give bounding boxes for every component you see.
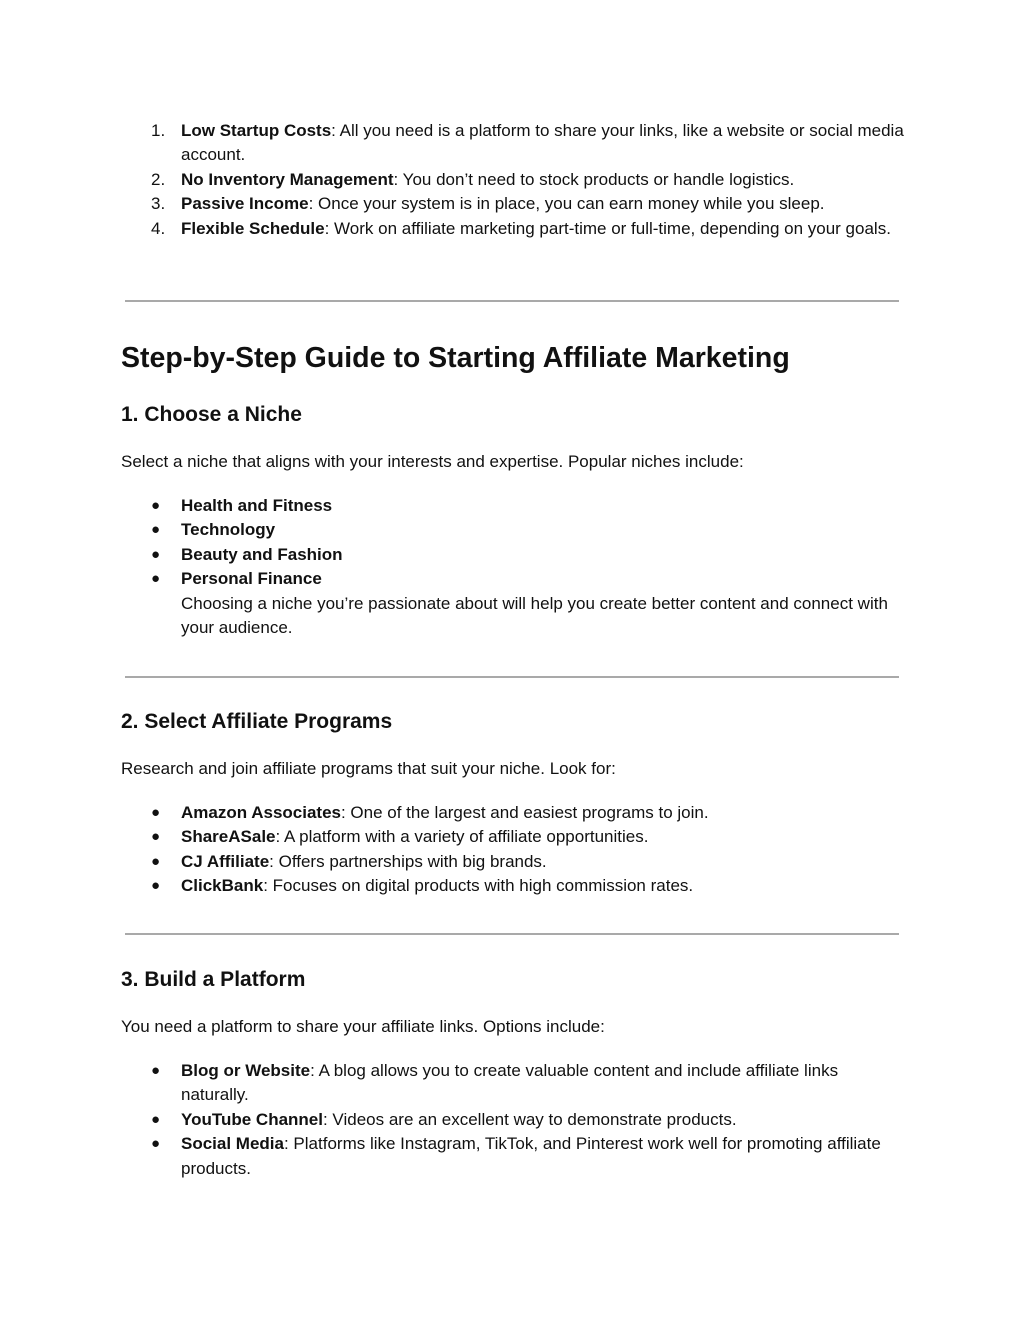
- bullet-icon: ●: [151, 521, 161, 539]
- bullet-icon: ●: [151, 828, 161, 846]
- bullet-icon: ●: [151, 804, 161, 821]
- item-title: Blog or Website: [181, 1061, 311, 1080]
- bullet-icon: ●: [151, 1062, 161, 1079]
- horizontal-divider: [125, 933, 899, 935]
- platform-list: [0, 1059, 1024, 1181]
- bullet-icon: ●: [151, 1110, 161, 1128]
- item-text: : A blog allows you to create valuable content and include affiliate links naturally.: [181, 1061, 839, 1105]
- list-item: [0, 874, 1024, 898]
- horizontal-divider: [125, 300, 899, 302]
- list-item: [0, 192, 1024, 216]
- item-text: : Videos are an excellent way to demonstrate products.: [322, 1109, 737, 1129]
- item-title: ShareASale: [181, 827, 276, 847]
- list-number: 1.: [151, 121, 166, 140]
- item-text: : Offers partnerships with big brands.: [269, 851, 547, 871]
- item-text: : You don’t need to stock products or handle logistics.: [393, 169, 795, 189]
- list-item: [0, 825, 1024, 849]
- list-item: [0, 217, 1024, 241]
- list-item: [0, 1132, 1024, 1181]
- section-heading-niche: 1. Choose a Niche: [121, 403, 302, 426]
- niche-intro: Select a niche that aligns with your interests and expertise. Popular niches include:: [121, 452, 744, 471]
- bullet-icon: ●: [151, 1135, 161, 1153]
- item-text: : Focuses on digital products with high commission rates.: [263, 876, 694, 896]
- item-title: Low Startup Costs: [181, 121, 332, 140]
- list-item: [0, 119, 1024, 168]
- list-item: [0, 1059, 1024, 1108]
- bullet-icon: ●: [151, 545, 161, 563]
- item-title: ClickBank: [181, 876, 264, 896]
- platform-intro: You need a platform to share your affiliate links. Options include:: [121, 1017, 605, 1036]
- niche-item: Personal Finance: [181, 569, 322, 589]
- section-heading-platform: 3. Build a Platform: [121, 968, 306, 991]
- programs-list: [0, 801, 1024, 899]
- item-title: Amazon Associates: [181, 803, 341, 822]
- item-title: Flexible Schedule: [181, 218, 325, 238]
- item-title: YouTube Channel: [181, 1109, 323, 1129]
- bullet-icon: ●: [151, 497, 161, 514]
- list-item: [0, 1108, 1024, 1132]
- bullet-icon: ●: [151, 852, 161, 870]
- item-text: : Platforms like Instagram, TikTok, and Pinterest work well for promoting affiliate products.: [181, 1134, 881, 1178]
- list-number: 3.: [151, 194, 166, 214]
- list-number: 4.: [151, 218, 166, 238]
- programs-intro: Research and join affiliate programs that suit your niche. Look for:: [121, 759, 616, 778]
- item-title: Passive Income: [181, 194, 309, 214]
- benefits-list: [0, 119, 1024, 241]
- item-title: CJ Affiliate: [181, 851, 270, 871]
- list-item: [0, 543, 1024, 567]
- niche-closing: Choosing a niche you’re passionate about will help you create better content and connect with your audience.: [181, 593, 888, 638]
- horizontal-divider: [125, 676, 899, 678]
- list-item: [0, 801, 1024, 825]
- bullet-icon: ●: [151, 877, 161, 895]
- bullet-icon: ●: [151, 570, 161, 588]
- list-item: [0, 518, 1024, 542]
- item-text: : Once your system is in place, you can earn money while you sleep.: [308, 194, 825, 214]
- item-title: Social Media: [181, 1134, 284, 1154]
- list-number: 2.: [151, 169, 166, 189]
- guide-title: Step-by-Step Guide to Starting Affiliate Marketing: [121, 342, 790, 374]
- item-text: : Work on affiliate marketing part-time or full-time, depending on your goals.: [324, 218, 891, 238]
- section-heading-programs: 2. Select Affiliate Programs: [121, 710, 393, 733]
- item-title: No Inventory Management: [181, 169, 394, 189]
- niche-item: Beauty and Fashion: [181, 544, 343, 564]
- list-item: [0, 850, 1024, 874]
- list-item: [0, 168, 1024, 192]
- niche-item: Technology: [181, 520, 276, 540]
- item-text: : All you need is a platform to share your links, like a website or social media account.: [181, 121, 904, 165]
- list-item: [0, 567, 1024, 640]
- item-text: : A platform with a variety of affiliate opportunities.: [275, 827, 649, 847]
- niche-item: Health and Fitness: [181, 496, 333, 515]
- item-text: : One of the largest and easiest programs to join.: [340, 803, 709, 822]
- list-item: [0, 494, 1024, 518]
- niche-list: [0, 494, 1024, 640]
